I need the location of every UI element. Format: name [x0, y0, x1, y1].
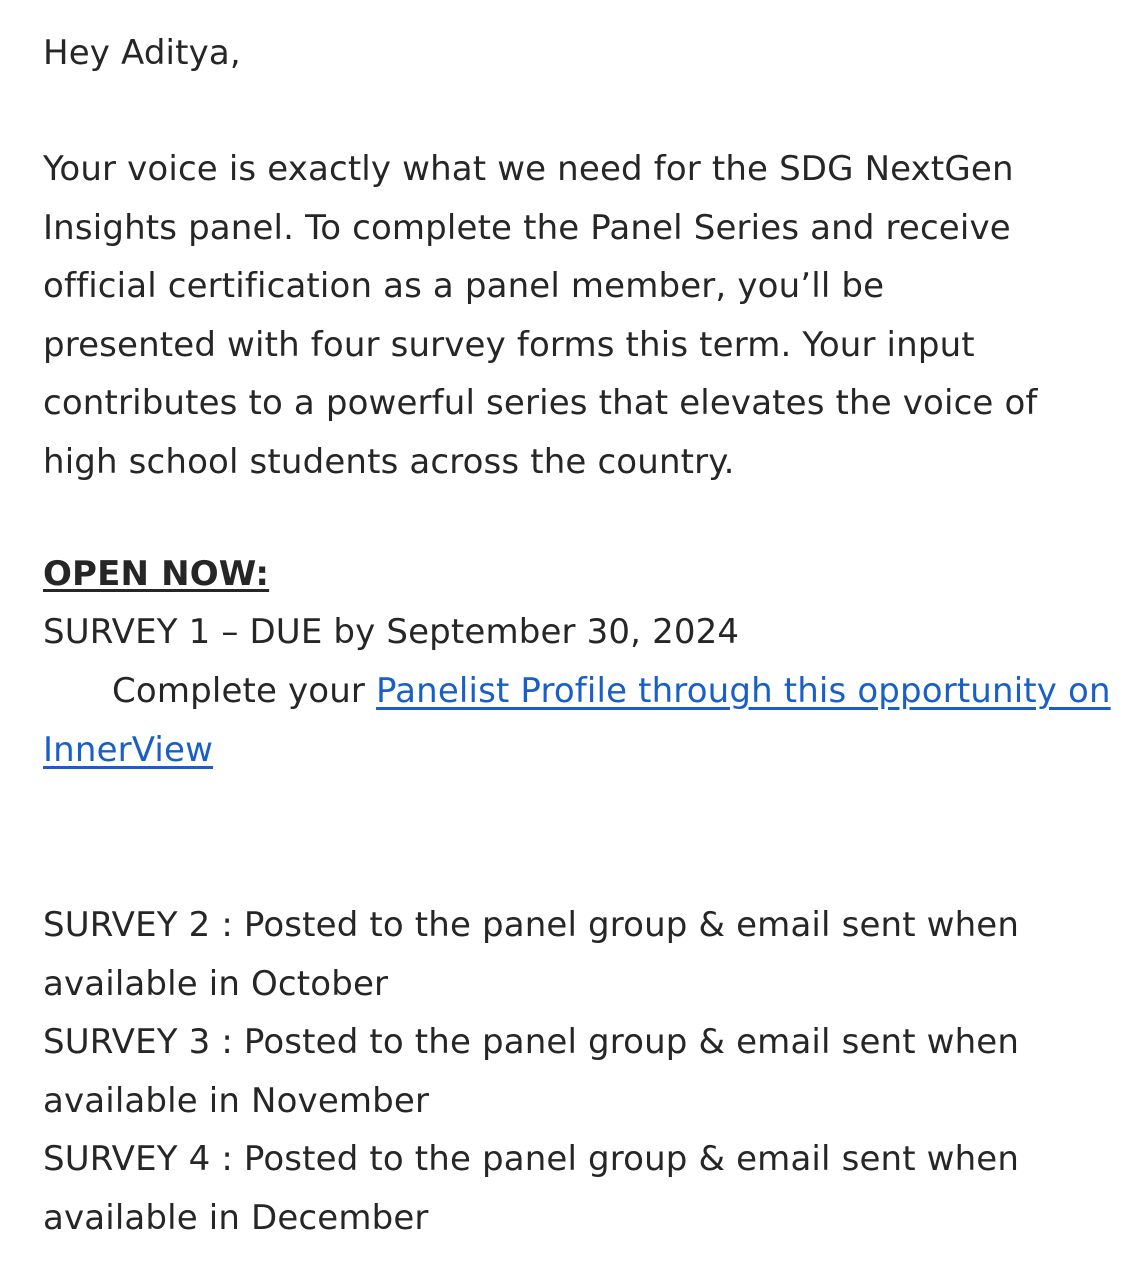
survey-4-line: SURVEY 4 : Posted to the panel group & email sent when	[43, 1139, 1020, 1179]
intro-line: presented with four survey forms this term. Your input	[43, 324, 975, 365]
survey-2-availability: available in October	[43, 963, 389, 1004]
upcoming-surveys	[43, 896, 1019, 1247]
intro-line: contributes to a powerful series that elevates the voice of	[43, 383, 1038, 423]
intro-line: Your voice is exactly what we need for the SDG NextGen	[43, 149, 1014, 189]
innerview-link[interactable]: InnerView	[43, 729, 214, 770]
survey-1-title: SURVEY 1 – DUE by September 30, 2024	[43, 612, 740, 652]
open-now-heading: OPEN NOW:	[43, 554, 270, 594]
intro-paragraph	[43, 140, 1038, 491]
greeting: Hey Aditya,	[43, 33, 241, 73]
survey-3-availability: available in November	[43, 1080, 430, 1121]
intro-line: Insights panel. To complete the Panel Series and receive	[43, 207, 1011, 248]
survey-1-detail-line	[43, 662, 1111, 721]
panelist-profile-link[interactable]: Panelist Profile through this opportunity on	[376, 671, 1111, 711]
survey-1-prefix: Complete your	[112, 671, 377, 711]
intro-line: official certification as a panel member, you’ll be	[43, 266, 885, 306]
survey-1-detail-line	[43, 721, 1111, 780]
survey-2-line: SURVEY 2 : Posted to the panel group & email sent when	[43, 905, 1020, 945]
survey-1-details	[43, 662, 1111, 779]
survey-3-line: SURVEY 3 : Posted to the panel group & email sent when	[43, 1022, 1020, 1062]
survey-4-availability: available in December	[43, 1197, 429, 1238]
intro-line: high school students across the country.	[43, 441, 735, 482]
